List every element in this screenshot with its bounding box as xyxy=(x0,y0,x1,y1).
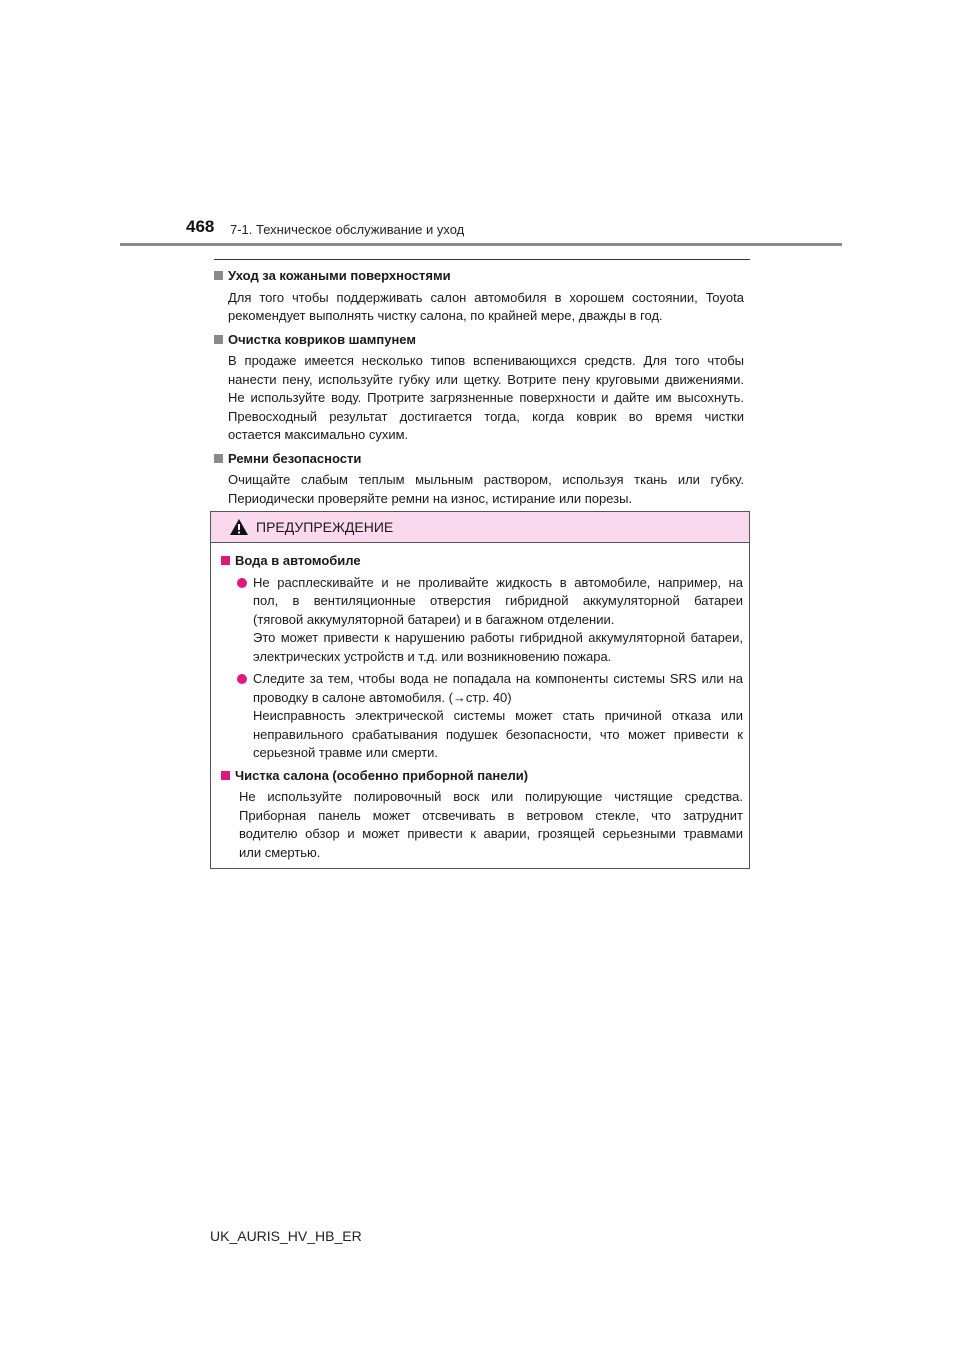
section-heading: Уход за кожаными поверхностями xyxy=(214,267,744,286)
square-bullet-icon xyxy=(214,335,223,344)
warning-item: Не расплескивайте и не проливайте жидкость в автомобиле, например, на пол, в вентиляционные отверстия гибридной аккумуляторной батареи (тяговой аккумуляторной батареи) и в багажном отделении. Это может привести к нарушению работы гибридной аккумуляторной батареи, электрических устройств и т.д. или возникновению пожара. xyxy=(221,574,743,667)
warning-box xyxy=(210,511,750,869)
warning-body xyxy=(221,552,743,862)
section-heading: Очистка ковриков шампунем xyxy=(214,331,744,350)
round-bullet-icon xyxy=(237,578,247,588)
warning-heading: Вода в автомобиле xyxy=(221,552,743,571)
round-bullet-icon xyxy=(237,674,247,684)
page-number: 468 xyxy=(186,217,215,236)
document-code: UK_AURIS_HV_HB_ER xyxy=(210,1228,362,1244)
section-paragraph: Очищайте слабым теплым мыльным раствором, используя ткань или губку. Периодически проверяйте ремни на износ, истирание или порезы. xyxy=(228,472,744,506)
content-divider xyxy=(214,259,750,260)
section-title: 7-1. Техническое обслуживание и уход xyxy=(230,222,465,237)
warning-header xyxy=(211,512,749,543)
square-bullet-icon xyxy=(214,454,223,463)
section-heading: Ремни безопасности xyxy=(214,450,744,469)
section-paragraph: В продаже имеется несколько типов вспенивающихся средств. Для того чтобы нанести пену, используйте губку или щетку. Вотрите пену круговыми движениями. Не используйте воду. Протрите загрязненные поверхности и дайте им высохнуть. Превосходный результат достигается тогда, когда коврик во время чистки остается максимально сухим. xyxy=(228,353,744,442)
header-rule xyxy=(120,243,842,246)
warning-heading: Чистка салона (особенно приборной панели) xyxy=(221,767,743,786)
square-bullet-icon xyxy=(221,771,230,780)
warning-paragraph: Не используйте полировочный воск или полирующие чистящие средства. Приборная панель может отсвечивать в ветровом стекле, что затруднит водителю обзор и может привести к аварии, грозящей серьезными травмами или смертью. xyxy=(239,789,743,860)
warning-title: ПРЕДУПРЕЖДЕНИЕ xyxy=(256,519,394,535)
main-content xyxy=(214,267,744,513)
warning-triangle-icon xyxy=(229,518,249,536)
warning-item: Следите за тем, чтобы вода не попадала на компоненты системы SRS или на проводку в салоне автомобиля. (→стр. 40) Неисправность электрической системы может стать причиной отказа или неправильного срабатывания подушек безопасности, что может привести к серьезной травме или смерти. xyxy=(221,670,743,763)
square-bullet-icon xyxy=(214,271,223,280)
square-bullet-icon xyxy=(221,556,230,565)
section-paragraph: Для того чтобы поддерживать салон автомобиля в хорошем состоянии, Toyota рекомендует выполнять чистку салона, по крайней мере, дважды в год. xyxy=(228,289,744,323)
